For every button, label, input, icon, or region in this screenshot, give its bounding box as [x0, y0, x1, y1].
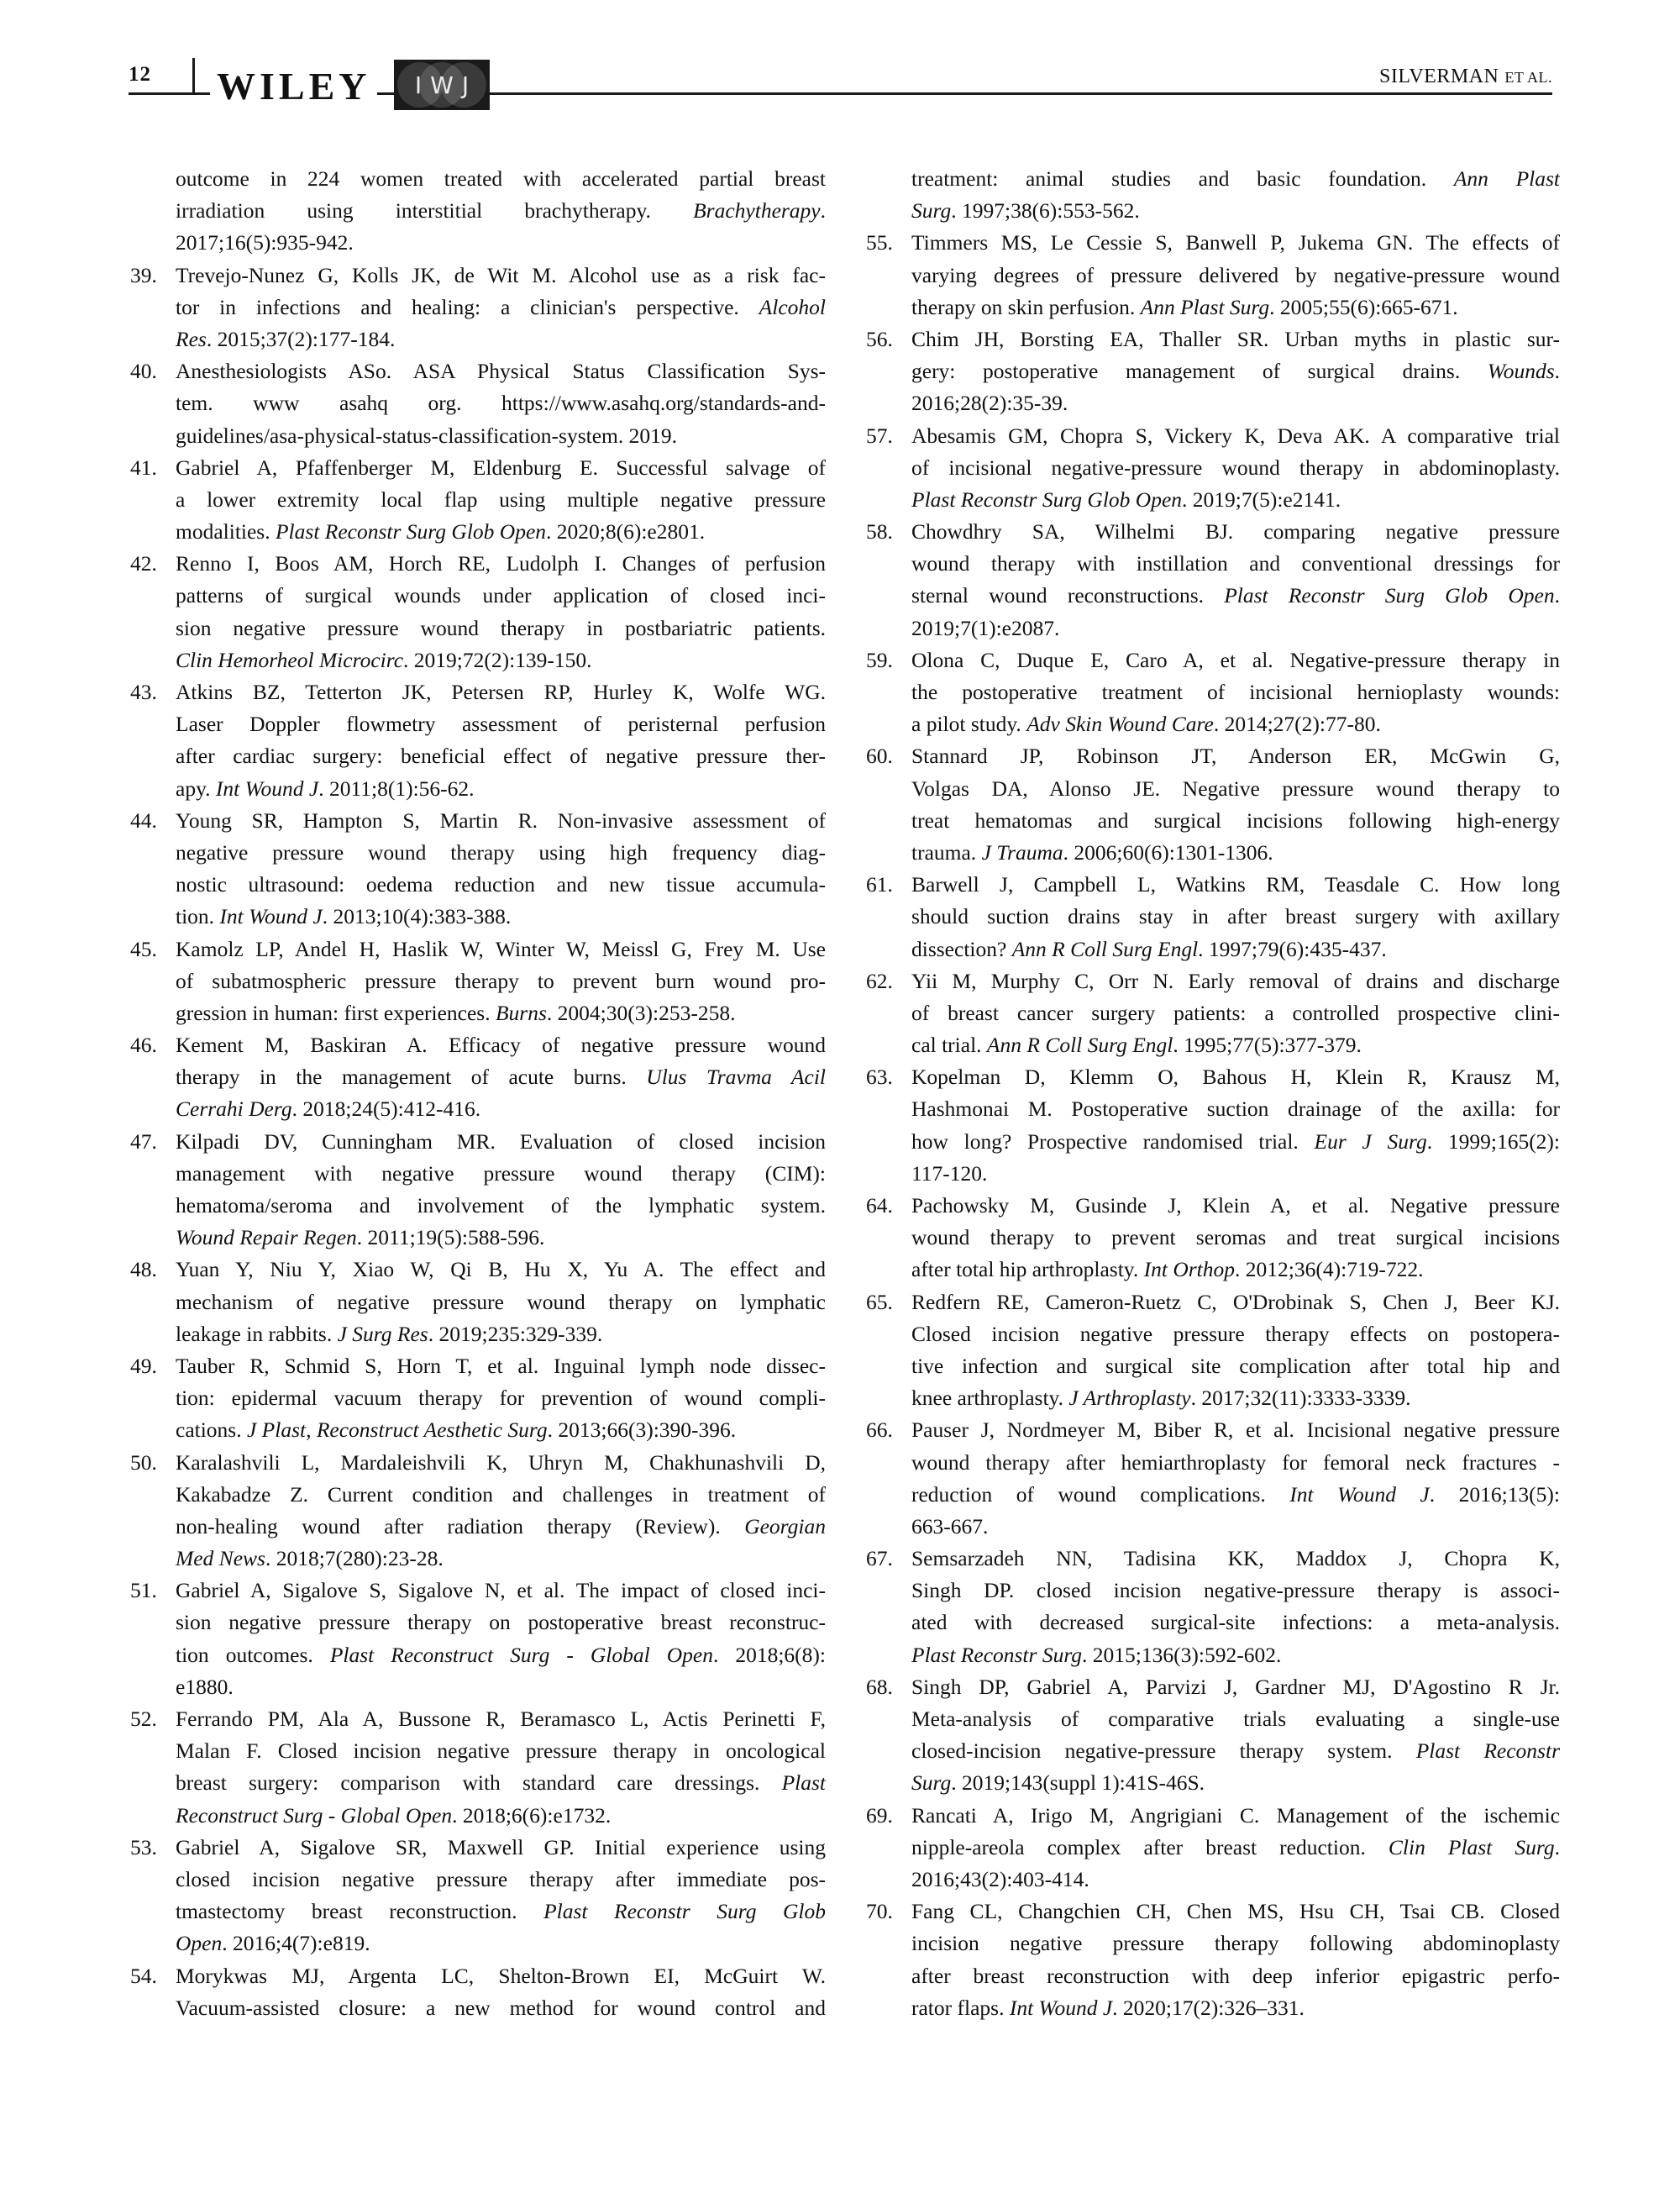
journal-name: Int Wound J: [1289, 1481, 1430, 1507]
reference-item: [911, 163, 1560, 227]
reference-line: how long? Prospective randomised trial. Eur J Surg. 1999;165(2):: [911, 1128, 1560, 1154]
reference-item: [130, 260, 826, 356]
reference-number: 39.: [130, 262, 157, 287]
reference-line: trauma. J Trauma. 2006;60(6):1301-1306.: [911, 839, 1273, 865]
reference-item: [130, 1029, 826, 1126]
reference-line: tmastectomy breast reconstruction. Plast Reconstr Surg Glob: [176, 1899, 826, 1924]
reference-number: 52.: [130, 1707, 157, 1731]
reference-line: 2017;16(5):935-942.: [176, 230, 354, 255]
reference-line: Surg. 2019;143(suppl 1):41S-46S.: [911, 1770, 1205, 1796]
reference-line: 117-120.: [911, 1160, 988, 1186]
reference-line: 663-667.: [911, 1513, 989, 1538]
reference-line: Open. 2016;4(7):e819.: [176, 1931, 370, 1956]
reference-number: 41.: [130, 455, 157, 480]
journal-name: Int Wound J: [219, 904, 323, 929]
journal-name: Int Wound J: [215, 776, 319, 801]
reference-line: Singh DP. closed incision negative-pressure therapy is associ-: [911, 1578, 1560, 1603]
reference-line: Wound Repair Regen. 2011;19(5):588-596.: [176, 1225, 545, 1250]
reference-line: Atkins BZ, Tetterton JK, Petersen RP, Hurley K, Wolfe WG.: [176, 680, 826, 704]
reference-number: 62.: [866, 968, 893, 993]
reference-item: [176, 163, 826, 260]
journal-name: Plast Reconstr Surg Glob: [543, 1899, 826, 1924]
reference-number: 50.: [130, 1449, 157, 1475]
reference-number: 53.: [130, 1834, 157, 1859]
reference-number: 42.: [130, 551, 157, 576]
reference-line: of subatmospheric pressure therapy to prevent burn wound pro-: [176, 968, 826, 993]
reference-line: after breast reconstruction with deep inferior epigastric perfo-: [911, 1963, 1560, 1988]
reference-item: [866, 1543, 1560, 1671]
reference-number: 49.: [130, 1353, 157, 1378]
reference-item: [130, 1703, 826, 1832]
reference-line: guidelines/asa-physical-status-classification-system. 2019.: [176, 423, 677, 448]
journal-name: Wounds: [1487, 359, 1555, 384]
reference-number: 40.: [130, 359, 157, 384]
reference-line: Anesthesiologists ASo. ASA Physical Status Classification Sys-: [176, 359, 826, 384]
reference-number: 66.: [866, 1417, 893, 1443]
reference-line: non-healing wound after radiation therapy (Review). Georgian: [176, 1513, 826, 1538]
reference-number: 64.: [866, 1193, 893, 1218]
reference-line: hematoma/seroma and involvement of the lymphatic system.: [176, 1193, 826, 1218]
journal-name: Plast Reconstruct Surg - Global Open: [329, 1642, 713, 1667]
reference-item: [866, 1896, 1560, 2024]
reference-line: Laser Doppler flowmetry assessment of peristernal perfusion: [176, 712, 826, 737]
iwj-badge-label: IWJ: [414, 71, 478, 99]
reference-item: [130, 452, 826, 549]
reference-item: [866, 1671, 1560, 1800]
reference-number: 69.: [866, 1802, 893, 1828]
reference-line: Plast Reconstr Surg. 2015;136(3):592-602.: [911, 1642, 1282, 1667]
reference-line: Pachowsky M, Gusinde J, Klein A, et al. Negative pressure: [911, 1193, 1560, 1218]
reference-number: 54.: [130, 1963, 157, 1988]
reference-line: Abesamis GM, Chopra S, Vickery K, Deva AK. A comparative trial: [911, 423, 1560, 448]
journal-name: Ann R Coll Surg Engl: [986, 1033, 1173, 1058]
reference-line: Tauber R, Schmid S, Horn T, et al. Inguinal lymph node dissec-: [176, 1353, 826, 1378]
reference-line: rator flaps. Int Wound J. 2020;17(2):326–331.: [911, 1995, 1305, 2020]
reference-line: cal trial. Ann R Coll Surg Engl. 1995;77(5):377-379.: [911, 1033, 1362, 1058]
reference-item: [866, 1061, 1560, 1190]
journal-name: Plast Reconstr: [1415, 1738, 1560, 1764]
reference-line: breast surgery: comparison with standard care dressings. Plast: [176, 1770, 826, 1796]
reference-line: Fang CL, Changchien CH, Chen MS, Hsu CH, Tsai CB. Closed: [911, 1899, 1560, 1924]
journal-name: Plast Reconstr Surg: [911, 1642, 1083, 1667]
reference-line: Singh DP, Gabriel A, Parvizi J, Gardner MJ, D'Agostino R Jr.: [911, 1674, 1560, 1699]
journal-name: Clin Hemorheol Microcirc: [176, 647, 404, 672]
journal-name: Res: [176, 326, 207, 351]
reference-line: Kakabadze Z. Current condition and challenges in treatment of: [176, 1481, 826, 1507]
reference-line: negative pressure wound therapy using high frequency diag-: [176, 839, 826, 865]
reference-line: Olona C, Duque E, Caro A, et al. Negative-pressure therapy in: [911, 647, 1560, 672]
reference-line: a pilot study. Adv Skin Wound Care. 2014;27(2):77-80.: [911, 712, 1381, 737]
reference-line: ated with decreased surgical-site infections: a meta-analysis.: [911, 1610, 1560, 1635]
reference-line: tion outcomes. Plast Reconstruct Surg - Global Open. 2018;6(8):: [176, 1642, 826, 1667]
reference-line: Volgas DA, Alonso JE. Negative pressure wound therapy to: [911, 776, 1560, 801]
reference-line: Yii M, Murphy C, Orr N. Early removal of drains and discharge: [911, 968, 1560, 993]
reference-line: patterns of surgical wounds under application of closed inci-: [176, 583, 826, 608]
reference-number: 57.: [866, 423, 893, 448]
references-column-left: [130, 163, 826, 2024]
reference-line: Reconstruct Surg - Global Open. 2018;6(6):e1732.: [176, 1802, 612, 1828]
reference-line: Malan F. Closed incision negative pressure therapy in oncological: [176, 1738, 826, 1764]
reference-line: gery: postoperative management of surgical drains. Wounds.: [911, 359, 1560, 384]
reference-line: after total hip arthroplasty. Int Orthop. 2012;36(4):719-722.: [911, 1257, 1424, 1282]
reference-line: Hashmonai M. Postoperative suction drainage of the axilla: for: [911, 1097, 1560, 1122]
reference-number: 59.: [866, 647, 893, 672]
reference-line: Gabriel A, Sigalove SR, Maxwell GP. Initial experience using: [176, 1834, 826, 1859]
reference-line: Barwell J, Campbell L, Watkins RM, Teasdale C. How long: [911, 872, 1560, 897]
reference-line: sternal wound reconstructions. Plast Reconstr Surg Glob Open.: [911, 583, 1560, 608]
reference-line: tion. Int Wound J. 2013;10(4):383-388.: [176, 904, 512, 929]
reference-number: 44.: [130, 807, 157, 833]
reference-number: 51.: [130, 1578, 157, 1603]
reference-item: [130, 1960, 826, 2024]
reference-line: wound therapy with instillation and conventional dressings for: [911, 551, 1560, 576]
reference-line: tem. www asahq org. https://www.asahq.org/standards-and-: [176, 391, 826, 416]
reference-line: therapy in the management of acute burns. Ulus Travma Acil: [176, 1065, 826, 1090]
reference-line: Kement M, Baskiran A. Efficacy of negative pressure wound: [176, 1033, 826, 1058]
reference-line: Pauser J, Nordmeyer M, Biber R, et al. Incisional negative pressure: [911, 1417, 1560, 1443]
reference-item: [866, 869, 1560, 965]
reference-number: 60.: [866, 744, 893, 769]
reference-line: a lower extremity local flap using multiple negative pressure: [176, 487, 826, 512]
reference-line: Gabriel A, Pfaffenberger M, Eldenburg E. Successful salvage of: [176, 455, 826, 480]
journal-name: Alcohol: [759, 294, 826, 319]
reference-line: 2019;7(1):e2087.: [911, 615, 1060, 640]
journal-name: Ann R Coll Surg Engl: [1011, 936, 1199, 961]
journal-name: Burns: [495, 1000, 547, 1025]
reference-item: [866, 227, 1560, 323]
reference-item: [130, 676, 826, 805]
reference-line: gression in human: first experiences. Burns. 2004;30(3):253-258.: [176, 1000, 736, 1025]
reference-line: Semsarzadeh NN, Tadisina KK, Maddox J, Chopra K,: [911, 1546, 1560, 1571]
reference-number: 47.: [130, 1128, 157, 1154]
reference-line: Cerrahi Derg. 2018;24(5):412-416.: [176, 1097, 481, 1122]
reference-line: Res. 2015;37(2):177-184.: [176, 326, 396, 351]
reference-line: nostic ultrasound: oedema reduction and new tissue accumula-: [176, 872, 826, 897]
reference-item: [130, 548, 826, 676]
reference-item: [866, 1190, 1560, 1286]
header-divider-tick: [192, 58, 195, 95]
reference-item: [130, 355, 826, 452]
reference-line: Vacuum-assisted closure: a new method for wound control and: [176, 1995, 826, 2020]
reference-number: 48.: [130, 1257, 157, 1282]
journal-name: J Arthroplasty: [1068, 1386, 1191, 1411]
reference-line: treatment: animal studies and basic foundation. Ann Plast: [911, 166, 1560, 191]
reference-line: Kopelman D, Klemm O, Bahous H, Klein R, Krausz M,: [911, 1065, 1560, 1090]
reference-line: reduction of wound complications. Int Wound J. 2016;13(5):: [911, 1481, 1560, 1507]
journal-name: Ulus Travma Acil: [646, 1065, 826, 1090]
reference-item: [130, 1832, 826, 1960]
reference-line: Morykwas MJ, Argenta LC, Shelton-Brown EI, McGuirt W.: [176, 1963, 826, 1988]
journal-name: Open: [176, 1931, 223, 1956]
reference-item: [866, 516, 1560, 644]
journal-name: Surg: [911, 1770, 952, 1796]
reference-line: Ferrando PM, Ala A, Bussone R, Beramasco L, Actis Perinetti F,: [176, 1707, 826, 1731]
reference-line: should suction drains stay in after breast surgery with axillary: [911, 904, 1560, 929]
journal-name: Plast Reconstr Surg Glob Open: [911, 487, 1183, 512]
reference-line: Stannard JP, Robinson JT, Anderson ER, McGwin G,: [911, 744, 1560, 769]
reference-line: Trevejo-Nunez G, Kolls JK, de Wit M. Alcohol use as a risk fac-: [176, 262, 826, 287]
reference-line: modalities. Plast Reconstr Surg Glob Open. 2020;8(6):e2801.: [176, 519, 706, 544]
reference-line: nipple-areola complex after breast reduction. Clin Plast Surg.: [911, 1834, 1560, 1859]
journal-name: Int Orthop: [1143, 1257, 1236, 1282]
reference-number: 58.: [866, 519, 893, 544]
reference-number: 63.: [866, 1065, 893, 1090]
reference-item: [866, 1414, 1560, 1543]
journal-name: Plast Reconstr Surg Glob Open: [1224, 583, 1555, 608]
reference-item: [866, 965, 1560, 1062]
reference-line: Kamolz LP, Andel H, Haslik W, Winter W, Meissl G, Frey M. Use: [176, 936, 826, 961]
reference-item: [130, 1254, 826, 1350]
reference-item: [130, 1350, 826, 1447]
reference-line: of incisional negative-pressure wound therapy in abdominoplasty.: [911, 455, 1560, 480]
reference-line: wound therapy after hemiarthroplasty for femoral neck fractures -: [911, 1449, 1560, 1475]
reference-line: Surg. 1997;38(6):553-562.: [911, 198, 1140, 224]
reference-line: Young SR, Hampton S, Martin R. Non-invasive assessment of: [176, 807, 826, 833]
reference-line: sion negative pressure wound therapy in postbariatric patients.: [176, 615, 826, 640]
reference-item: [130, 1126, 826, 1254]
iwj-journal-badge: [394, 60, 490, 110]
reference-line: knee arthroplasty. J Arthroplasty. 2017;32(11):3333-3339.: [911, 1386, 1411, 1411]
journal-name: J Trauma: [981, 839, 1063, 865]
reference-line: Kilpadi DV, Cunningham MR. Evaluation of closed incision: [176, 1128, 826, 1154]
reference-line: e1880.: [176, 1674, 234, 1699]
journal-name: J Surg Res: [337, 1321, 428, 1346]
reference-item: [866, 323, 1560, 420]
reference-line: tion: epidermal vacuum therapy for prevention of wound compli-: [176, 1386, 826, 1411]
reference-number: 55.: [866, 230, 893, 255]
reference-line: cations. J Plast, Reconstruct Aesthetic Surg. 2013;66(3):390-396.: [176, 1417, 737, 1443]
journal-name: Surg: [911, 198, 952, 224]
reference-line: Redfern RE, Cameron-Ruetz C, O'Drobinak S, Chen J, Beer KJ.: [911, 1289, 1560, 1314]
reference-line: closed incision negative pressure therapy after immediate pos-: [176, 1866, 826, 1891]
reference-number: 43.: [130, 680, 157, 704]
reference-number: 70.: [866, 1899, 893, 1924]
reference-item: [130, 1575, 826, 1703]
reference-item: [866, 1286, 1560, 1415]
reference-line: mechanism of negative pressure wound therapy on lymphatic: [176, 1289, 826, 1314]
reference-item: [866, 420, 1560, 517]
reference-line: dissection? Ann R Coll Surg Engl. 1997;79(6):435-437.: [911, 936, 1387, 961]
reference-line: 2016;43(2):403-414.: [911, 1866, 1089, 1891]
reference-line: therapy on skin perfusion. Ann Plast Surg. 2005;55(6):665-671.: [911, 294, 1458, 319]
journal-name: Plast: [781, 1770, 826, 1796]
reference-line: tive infection and surgical site complication after total hip and: [911, 1353, 1560, 1378]
journal-name: Eur J Surg: [1314, 1128, 1427, 1154]
journal-name: Cerrahi Derg: [176, 1097, 292, 1122]
reference-line: wound therapy to prevent seromas and treat surgical incisions: [911, 1225, 1560, 1250]
reference-line: after cardiac surgery: beneficial effect of negative pressure ther-: [176, 744, 826, 769]
journal-name: Brachytherapy: [693, 198, 821, 224]
journal-name: J Plast, Reconstruct Aesthetic Surg: [246, 1417, 548, 1443]
reference-number: 68.: [866, 1674, 893, 1699]
journal-name: Ann Plast Surg: [1140, 294, 1270, 319]
reference-number: 65.: [866, 1289, 893, 1314]
running-head-et-al: ET AL.: [1504, 69, 1552, 86]
reference-item: [130, 805, 826, 934]
reference-line: Yuan Y, Niu Y, Xiao W, Qi B, Hu X, Yu A. The effect and: [176, 1257, 826, 1282]
reference-number: 45.: [130, 936, 157, 961]
journal-name: Ann Plast: [1453, 166, 1560, 191]
journal-name: Plast Reconstr Surg Glob Open: [275, 519, 547, 544]
reference-line: closed-incision negative-pressure therapy system. Plast Reconstr: [911, 1738, 1560, 1764]
reference-line: management with negative pressure wound therapy (CIM):: [176, 1160, 826, 1186]
journal-name: Adv Skin Wound Care: [1026, 712, 1214, 737]
journal-name: Int Wound J: [1009, 1995, 1113, 2020]
reference-line: sion negative pressure therapy on postoperative breast reconstruc-: [176, 1610, 826, 1635]
reference-line: Rancati A, Irigo M, Angrigiani C. Management of the ischemic: [911, 1802, 1560, 1828]
reference-line: Plast Reconstr Surg Glob Open. 2019;7(5):e2141.: [911, 487, 1341, 512]
page-number: 12: [129, 63, 151, 86]
running-head: [1379, 0, 1552, 92]
reference-line: Renno I, Boos AM, Horch RE, Ludolph I. Changes of perfusion: [176, 551, 826, 576]
journal-name: Wound Repair Regen: [176, 1225, 357, 1250]
journal-name: Georgian: [744, 1513, 826, 1538]
journal-name: Clin Plast Surg: [1388, 1834, 1555, 1859]
reference-item: [130, 934, 826, 1030]
reference-number: 67.: [866, 1546, 893, 1571]
running-head-author: SILVERMAN: [1379, 66, 1499, 87]
reference-item: [866, 740, 1560, 869]
wiley-logo: WILEY: [210, 67, 377, 106]
reference-line: of breast cancer surgery patients: a controlled prospective clini-: [911, 1000, 1560, 1025]
reference-line: tor in infections and healing: a clinician's perspective. Alcohol: [176, 294, 826, 319]
reference-line: Closed incision negative pressure therapy effects on postopera-: [911, 1321, 1560, 1346]
reference-line: Chim JH, Borsting EA, Thaller SR. Urban myths in plastic sur-: [911, 326, 1560, 351]
reference-line: leakage in rabbits. J Surg Res. 2019;235:329-339.: [176, 1321, 603, 1346]
reference-line: incision negative pressure therapy following abdominoplasty: [911, 1931, 1560, 1956]
reference-line: Meta-analysis of comparative trials evaluating a single-use: [911, 1707, 1560, 1731]
reference-number: 61.: [866, 872, 893, 897]
reference-line: Clin Hemorheol Microcirc. 2019;72(2):139-150.: [176, 647, 592, 672]
reference-line: Timmers MS, Le Cessie S, Banwell P, Jukema GN. The effects of: [911, 230, 1560, 255]
reference-item: [866, 1800, 1560, 1896]
reference-line: varying degrees of pressure delivered by negative-pressure wound: [911, 262, 1560, 287]
reference-number: 56.: [866, 326, 893, 351]
reference-line: Chowdhry SA, Wilhelmi BJ. comparing negative pressure: [911, 519, 1560, 544]
reference-line: treat hematomas and surgical incisions following high-energy: [911, 807, 1560, 833]
reference-line: Gabriel A, Sigalove S, Sigalove N, et al. The impact of closed inci-: [176, 1578, 826, 1603]
references-column-right: [866, 163, 1560, 2024]
journal-name: Reconstruct Surg - Global Open: [176, 1802, 453, 1828]
reference-line: Karalashvili L, Mardaleishvili K, Uhryn M, Chakhunashvili D,: [176, 1449, 826, 1475]
reference-line: apy. Int Wound J. 2011;8(1):56-62.: [176, 776, 475, 801]
reference-number: 46.: [130, 1033, 157, 1058]
reference-line: outcome in 224 women treated with accelerated partial breast: [176, 166, 826, 191]
reference-item: [866, 644, 1560, 741]
journal-name: Med News: [176, 1546, 265, 1571]
reference-item: [130, 1447, 826, 1575]
reference-line: 2016;28(2):35-39.: [911, 391, 1068, 416]
reference-line: the postoperative treatment of incisional hernioplasty wounds:: [911, 680, 1560, 704]
reference-line: irradiation using interstitial brachytherapy. Brachytherapy.: [176, 198, 826, 224]
reference-line: Med News. 2018;7(280):23-28.: [176, 1546, 444, 1571]
